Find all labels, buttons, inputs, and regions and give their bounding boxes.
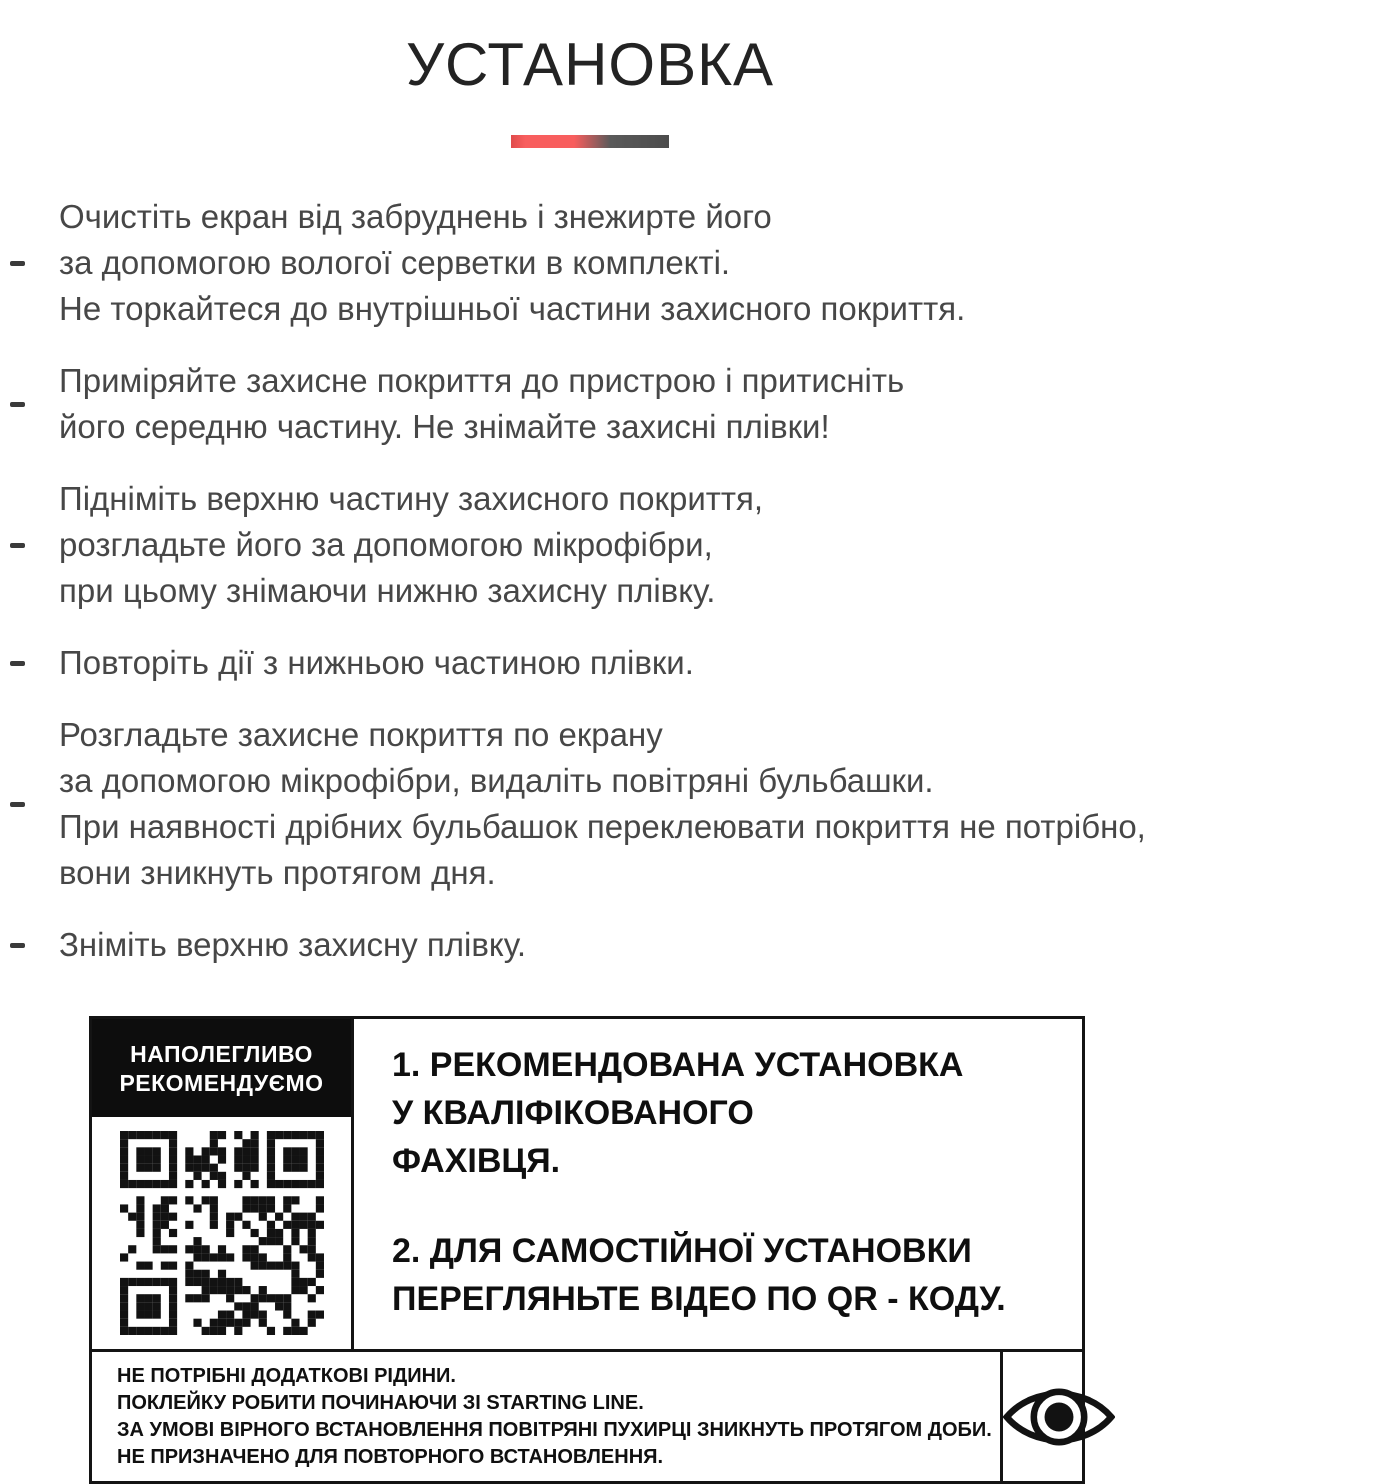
instruction-line: його середню частину. Не знімайте захисні плівки! [59,408,830,445]
bullet-dash-icon [10,661,25,666]
bullet-dash-icon [10,802,25,807]
instruction-item [10,358,1400,450]
note-line: ПОКЛЕЙКУ РОБИТИ ПОЧИНАЮЧИ ЗІ STARTING LINE. [117,1392,644,1414]
instruction-line: Підніміть верхню частину захисного покриття, [59,480,764,517]
instruction-item [10,640,1400,686]
instruction-line: за допомогою мікрофібри, видаліть повітряні бульбашки. [59,762,934,799]
instruction-text [59,922,526,968]
recommendation-points [354,1019,1082,1349]
instruction-line: розгладьте його за допомогою мікрофібри, [59,526,713,563]
instruction-text [59,640,694,686]
point-line: 1. РЕКОМЕНДОВАНА УСТАНОВКА [392,1046,964,1084]
badge-line: НАПОЛЕГЛИВО [130,1041,313,1067]
instruction-line: Зніміть верхню захисну плівку. [59,926,527,963]
instruction-text [59,194,965,332]
point-line: 2. ДЛЯ САМОСТІЙНОЇ УСТАНОВКИ [392,1232,972,1270]
point-line: ФАХІВЦЯ. [392,1142,561,1180]
instruction-item [10,922,1400,968]
instruction-text [59,476,763,614]
note-line: НЕ ПОТРІБНІ ДОДАТКОВІ РІДИНИ. [117,1365,456,1387]
instruction-item [10,476,1400,614]
title-divider [511,135,669,148]
point-line: ПЕРЕГЛЯНЬТЕ ВІДЕО ПО QR - КОДУ. [392,1280,1006,1318]
instruction-line: Розгладьте захисне покриття по екрану [59,716,663,753]
recommendation-box-top [92,1019,1082,1352]
instruction-line: Повторіть дії з нижньою частиною плівки. [59,644,694,681]
page-header [0,0,1180,148]
recommendation-box-left-column [92,1019,354,1349]
bullet-dash-icon [10,543,25,548]
recommendation-point [392,1227,1074,1323]
instruction-line: Не торкайтеся до внутрішньої частини захисного покриття. [59,290,966,327]
bullet-dash-icon [10,943,25,948]
instruction-list [10,194,1400,968]
recommendation-box-bottom [92,1352,1082,1481]
recommendation-badge [92,1019,351,1117]
bullet-dash-icon [10,402,25,407]
eye-icon [1003,1377,1115,1457]
instruction-line: вони зникнуть протягом дня. [59,854,496,891]
installation-notes [92,1352,1000,1481]
instruction-item [10,194,1400,332]
instruction-line: Приміряйте захисне покриття до пристрою і притисніть [59,362,905,399]
point-line: У КВАЛІФІКОВАНОГО [392,1094,754,1132]
instruction-item [10,712,1400,896]
note-line: НЕ ПРИЗНАЧЕНО ДЛЯ ПОВТОРНОГО ВСТАНОВЛЕННЯ. [117,1446,664,1468]
instruction-line: При наявності дрібних бульбашок переклеювати покриття не потрібно, [59,808,1146,845]
note-line: ЗА УМОВІ ВІРНОГО ВСТАНОВЛЕННЯ ПОВІТРЯНІ ПУХИРЦІ ЗНИКНУТЬ ПРОТЯГОМ ДОБИ. [117,1419,992,1441]
recommendation-point [392,1041,1074,1185]
instruction-line: при цьому знімаючи нижню захисну плівку. [59,572,716,609]
page-title: УСТАНОВКА [405,31,775,98]
instruction-line: за допомогою вологої серветки в комплекті. [59,244,731,281]
badge-line: РЕКОМЕНДУЄМО [119,1070,324,1096]
eye-icon-cell [1000,1352,1115,1481]
recommendation-box [89,1016,1085,1484]
instruction-text [59,358,904,450]
bullet-dash-icon [10,261,25,266]
qr-code-area [92,1117,351,1349]
instruction-text [59,712,1146,896]
qr-code-icon [120,1131,324,1335]
instruction-line: Очистіть екран від забруднень і знежирте його [59,198,772,235]
